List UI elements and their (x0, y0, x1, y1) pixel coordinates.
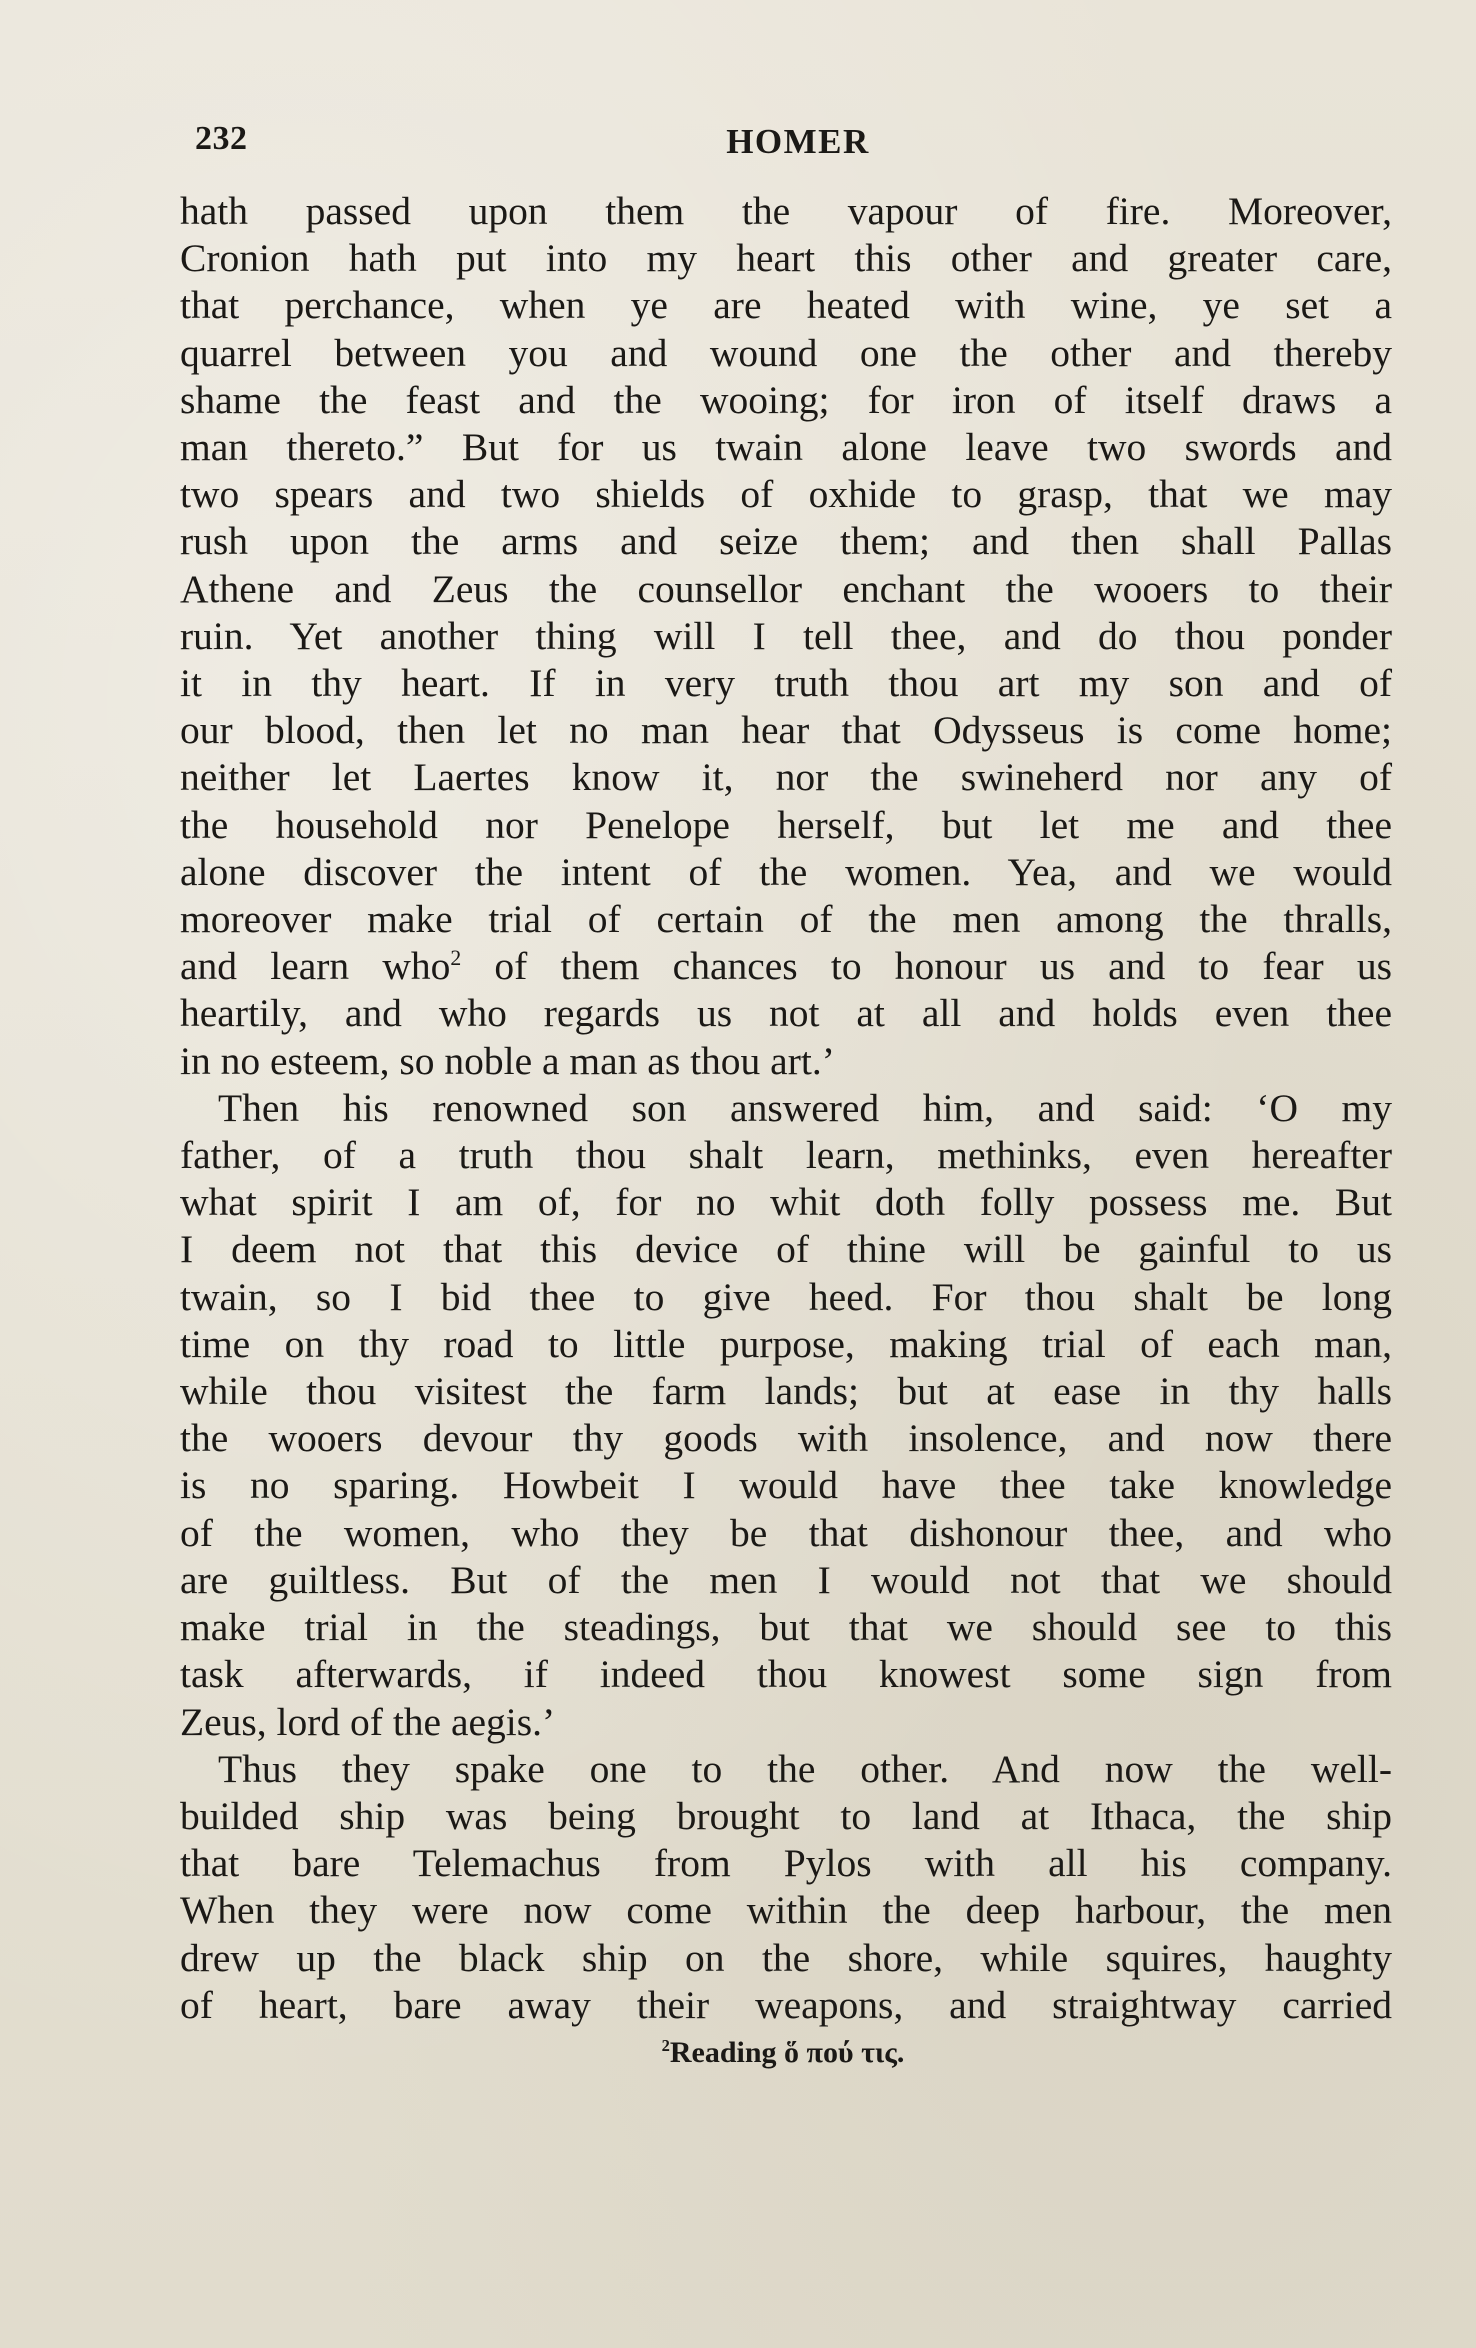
text-line: I deem not that this device of thine will be gainful to us (180, 1227, 1392, 1272)
text-fragment: and learn who (180, 944, 451, 989)
footnote-reference: 2 (450, 946, 462, 971)
page-number: 232 (195, 120, 248, 157)
running-title: HOMER (726, 122, 870, 161)
text-line: Zeus, lord of the aegis.’ (180, 1699, 556, 1744)
text-line: of the women, who they be that dishonour thee, and who (180, 1510, 1392, 1555)
text-line: two spears and two shields of oxhide to grasp, that we may (180, 472, 1392, 517)
text-line: Athene and Zeus the counsellor enchant the wooers to their (180, 566, 1392, 611)
text-line: make trial in the steadings, but that we should see to this (180, 1605, 1392, 1650)
text-line: ruin. Yet another thing will I tell thee, and do thou ponder (180, 613, 1392, 658)
text-line: Cronion hath put into my heart this other and greater care, (180, 236, 1392, 281)
text-line-with-footnote (180, 943, 1392, 990)
text-line: task afterwards, if indeed thou knowest some sign from (180, 1652, 1392, 1697)
text-line: Then his renowned son answered him, and said: ‘O my (218, 1085, 1392, 1130)
text-line: drew up the black ship on the shore, while squires, haughty (180, 1935, 1392, 1980)
paragraph-1 (180, 188, 1392, 1085)
text-line: neither let Laertes know it, nor the swineherd nor any of (180, 755, 1392, 800)
text-line: alone discover the intent of the women. Yea, and we would (180, 849, 1392, 894)
paragraph-3 (180, 1746, 1392, 2029)
text-line: shame the feast and the wooing; for iron of itself draws a (180, 377, 1392, 422)
body-text (180, 188, 1392, 2029)
text-line: it in thy heart. If in very truth thou art my son and of (180, 661, 1392, 706)
text-line: rush upon the arms and seize them; and then shall Pallas (180, 519, 1392, 564)
text-line: the wooers devour thy goods with insolence, and now there (180, 1416, 1392, 1461)
text-line: while thou visitest the farm lands; but at ease in thy halls (180, 1369, 1392, 1414)
text-line: is no sparing. Howbeit I would have thee take knowledge (180, 1463, 1392, 1508)
text-line: that bare Telemachus from Pylos with all his company. (180, 1841, 1392, 1886)
text-line: the household nor Penelope herself, but let me and thee (180, 802, 1392, 847)
paragraph-2 (180, 1085, 1392, 1746)
footnote (0, 2036, 1476, 2070)
text-line: twain, so I bid thee to give heed. For thou shalt be long (180, 1274, 1392, 1319)
text-line: builded ship was being brought to land at Ithaca, the ship (180, 1793, 1392, 1838)
text-line: moreover make trial of certain of the men among the thralls, (180, 897, 1392, 942)
text-line: our blood, then let no man hear that Odysseus is come home; (180, 708, 1392, 753)
text-line: heartily, and who regards us not at all and holds even thee (180, 991, 1392, 1036)
text-line: are guiltless. But of the men I would not that we should (180, 1557, 1392, 1602)
text-line: that perchance, when ye are heated with wine, ye set a (180, 283, 1392, 328)
text-line: of heart, bare away their weapons, and straightway carried (180, 1982, 1392, 2027)
text-line: Thus they spake one to the other. And now the well- (218, 1746, 1392, 1791)
text-line: hath passed upon them the vapour of fire. Moreover, (180, 189, 1392, 233)
footnote-marker: 2 (661, 2036, 670, 2055)
text-line: time on thy road to little purpose, making trial of each man, (180, 1321, 1392, 1366)
text-line: in no esteem, so noble a man as thou art.’ (180, 1038, 835, 1083)
text-line: quarrel between you and wound one the other and thereby (180, 330, 1392, 375)
text-fragment: of them chances to honour us and to fear us (461, 944, 1392, 989)
text-line: what spirit I am of, for no whit doth folly possess me. But (180, 1180, 1392, 1225)
text-line: man thereto.” But for us twain alone leave two swords and (180, 425, 1392, 470)
text-line: father, of a truth thou shalt learn, methinks, even hereafter (180, 1133, 1392, 1178)
footnote-text: Reading ὅ πού τις. (669, 2036, 905, 2069)
text-line: When they were now come within the deep harbour, the men (180, 1888, 1392, 1933)
